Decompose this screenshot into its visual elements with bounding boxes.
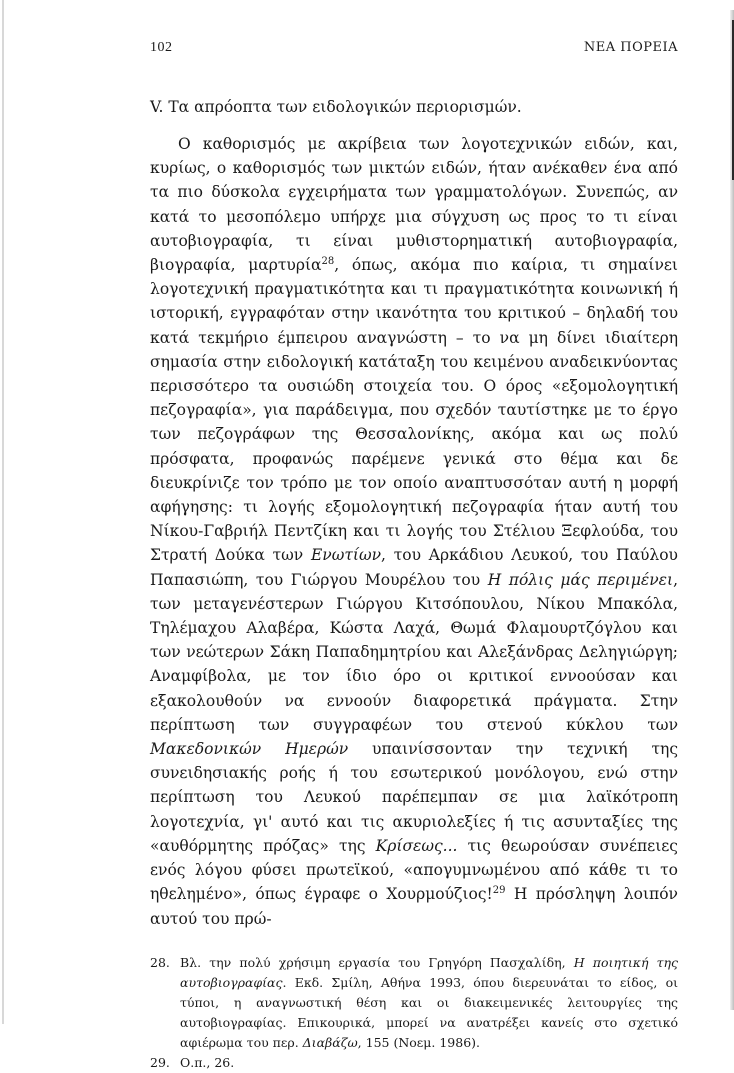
italic-title: Η πόλις μάς περιμένει (487, 570, 674, 589)
book-page (150, 40, 678, 1073)
italic-title: Ενωτίων (310, 546, 382, 565)
text-segment: Ο καθορισμός με ακρίβεια των λογοτεχνικών ειδών, και, κυρίως, ο καθορισμός των μικτών ειδών, ήταν ανέκαθεν ένα από τα πιο δύσκολα εγχειρήματα των γραμματολόγων. Συνεπώς, αν κατά το μεσοπόλεμο υπήρχε μια σύγχυση ως προς το τι είναι αυτοβιογραφία, τι είναι μυθιστορηματική αυτοβιογραφία, βιογραφία, μαρτυρία (150, 135, 678, 275)
footnote-reference: 28 (321, 255, 335, 267)
running-head (150, 40, 678, 62)
text-segment: , των μεταγενέστερων Γιώργου Κιτσόπουλου, Νίκου Μπακόλα, Τηλέμαχου Αλαβέρα, Κώστα Λαχά, Θωμά Φλαμουρτζόγλου και των νεώτερων Σάκη Παπαδημητρίου και Αλεξάνδρας Δεληγιώργη; Αναμφίβολα, με τον ίδιο όρο οι κριτικοί εννοούσαν και εξακολουθούν να εννοούν διαφορετικά πράγματα. Στην περίπτωση των συγγραφέων του στενού κύκλου των (150, 570, 679, 734)
footnotes (150, 953, 678, 1073)
italic-title: Μακεδονικών Ημερών (150, 740, 349, 759)
body-paragraph (150, 132, 678, 931)
italic-title: Διαβάζω (302, 1034, 358, 1050)
scan-edge (2, 0, 4, 1024)
footnote-reference: 29 (492, 885, 506, 897)
text-segment: Η πρόσληψη λοιπόν αυτού του πρώ- (150, 885, 678, 928)
footnote-number: 29. (150, 1054, 170, 1070)
journal-title: ΝΕΑ ΠΟΡΕΙΑ (583, 40, 678, 55)
text-segment: , του Αρκάδιου Λευκού, του Παύλου Παπασιώπη, του Γιώργου Μουρέλου του (150, 546, 678, 589)
text-segment: , όπως, ακόμα πιο καίρια, τι σημαίνει λογοτεχνική πραγματικότητα και τι πραγματικότητα κοινωνική ή ιστορική, εγγραφόταν στην ικανότητα του κριτικού – δηλαδή του κατά τεκμήριο έμπειρου αναγνώστη – το να μη δίνει ιδιαίτερη σημασία στην ειδολογική κατάταξη του κειμένου αναδεικνύοντας περισσότερο τα ουσιώδη στοιχεία του. Ο όρος «εξομολογητική πεζογραφία», για παράδειγμα, που σχεδόν ταυτίστηκε με το έργο των πεζογράφων της Θεσσαλονίκης, ακόμα και ως πολύ πρόσφατα, προφανώς παρέμενε γενικά στο θέμα και δε διευκρίνιζε τον τρόπο με τον οποίο αναπτυσσόταν αυτή η μορφή αφήγησης: τι λογής εξομολογητική πεζογραφία ήταν αυτή του Νίκου-Γαβριήλ Πεντζίκη και τι λογής του Στέλιου Ξεφλούδα, του Στρατή Δούκα των (150, 256, 678, 565)
footnote-29 (150, 1053, 678, 1073)
footnote-segment: Βλ. την πολύ χρήσιμη εργασία του Γρηγόρη Πασχαλίδη, (180, 954, 574, 970)
footnote-segment: , 155 (Νοεμ. 1986). (357, 1034, 480, 1050)
footnote-segment: . Εκδ. Σμίλη, Αθήνα 1993, όπου διερευνάται το είδος, οι τύποι, η αναγνωστική θέση και οι διακειμενικές λειτουργίες της αυτοβιογραφίας. Επικουρικά, μπορεί να ανατρέξει κανείς στο σχετικό αφιέρωμα του περ. (180, 974, 678, 1050)
footnote-text: Ο.π., 26. (180, 1054, 235, 1070)
text-segment: υπαινίσσονταν την τεχνική της συνειδησιακής ροής ή του εσωτερικού μονόλογου, ενώ στην περίπτωση του Λευκού παρέπεμπαν σε μια λαϊκότροπη λογοτεχνία, γι' αυτό και τις ακυριολεξίες ή τις ασυνταξίες της «αυθόρμητης πρόζας» της (150, 740, 678, 855)
page-number: 102 (150, 40, 173, 55)
footnote-text (180, 953, 678, 1053)
italic-title: Κρίσεως... (375, 836, 458, 855)
text-segment: τις θεωρούσαν συνέπειες ενός λόγου φύσει πρωτεϊκού, «απογυμνωμένου από κάθε τι το ηθελημένο», όπως έγραφε ο Χουρμούζιος! (150, 836, 678, 904)
footnote-number: 28. (150, 954, 170, 970)
footnote-28 (150, 953, 678, 1053)
italic-title: Η ποιητική της αυτοβιογραφίας (180, 954, 678, 990)
section-heading: V. Τα απρόοπτα των ειδολογικών περιορισμών. (150, 98, 522, 116)
